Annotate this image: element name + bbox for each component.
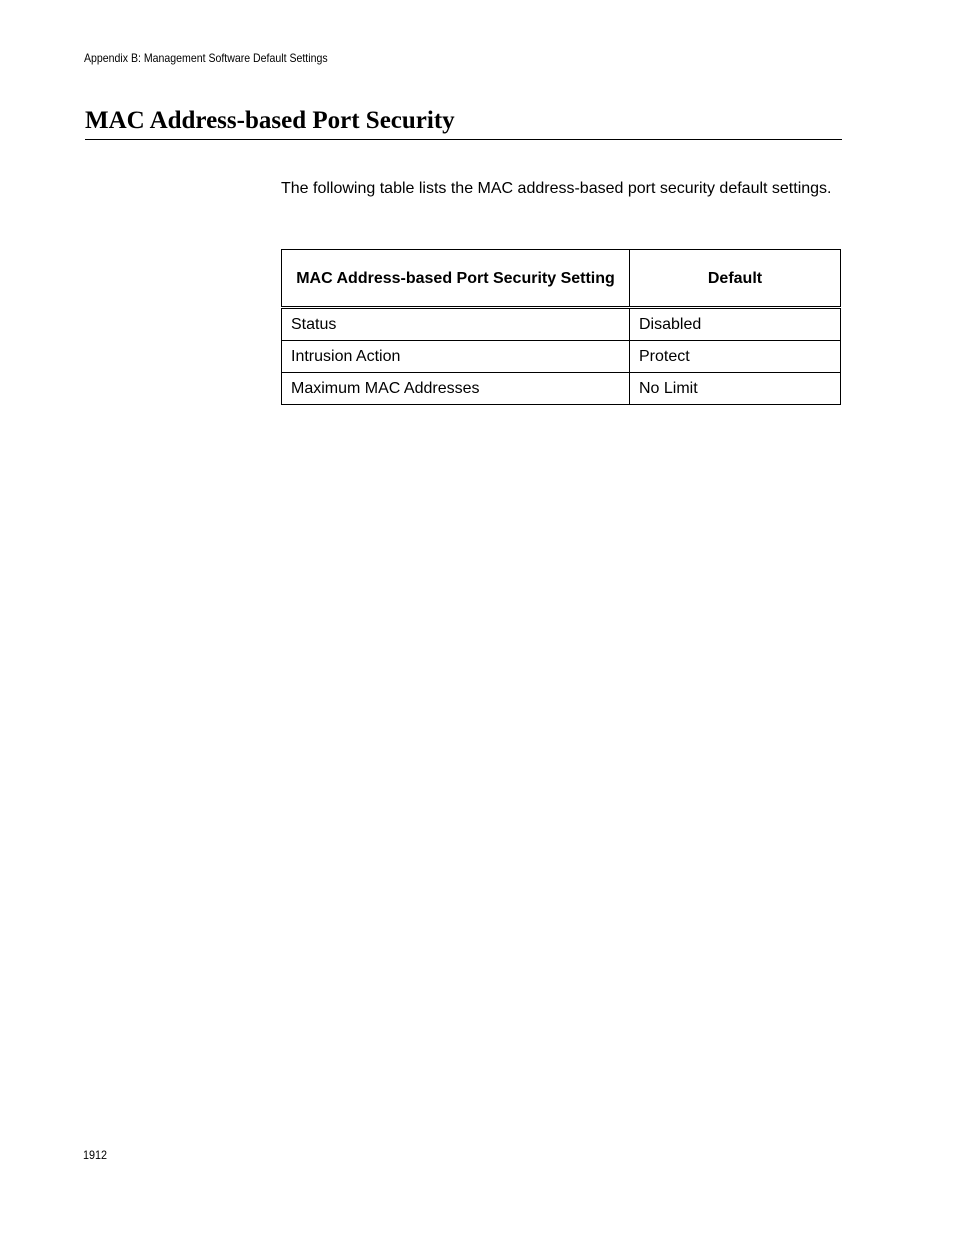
setting-cell: Maximum MAC Addresses — [282, 373, 630, 405]
table-row — [282, 341, 841, 373]
column-header-default: Default — [630, 250, 841, 308]
default-cell: No Limit — [630, 373, 841, 405]
section-title: MAC Address-based Port Security — [85, 106, 842, 140]
setting-cell: Status — [282, 308, 630, 341]
running-header: Appendix B: Management Software Default Settings — [84, 51, 328, 65]
default-cell: Disabled — [630, 308, 841, 341]
page-number: 1912 — [83, 1148, 108, 1162]
table-header-row — [282, 250, 841, 308]
settings-table — [281, 249, 841, 405]
column-header-setting: MAC Address-based Port Security Setting — [282, 250, 630, 308]
table-row — [282, 373, 841, 405]
table-row — [282, 308, 841, 341]
setting-cell: Intrusion Action — [282, 341, 630, 373]
intro-paragraph: The following table lists the MAC address-based port security default settings. — [281, 180, 832, 197]
default-cell: Protect — [630, 341, 841, 373]
